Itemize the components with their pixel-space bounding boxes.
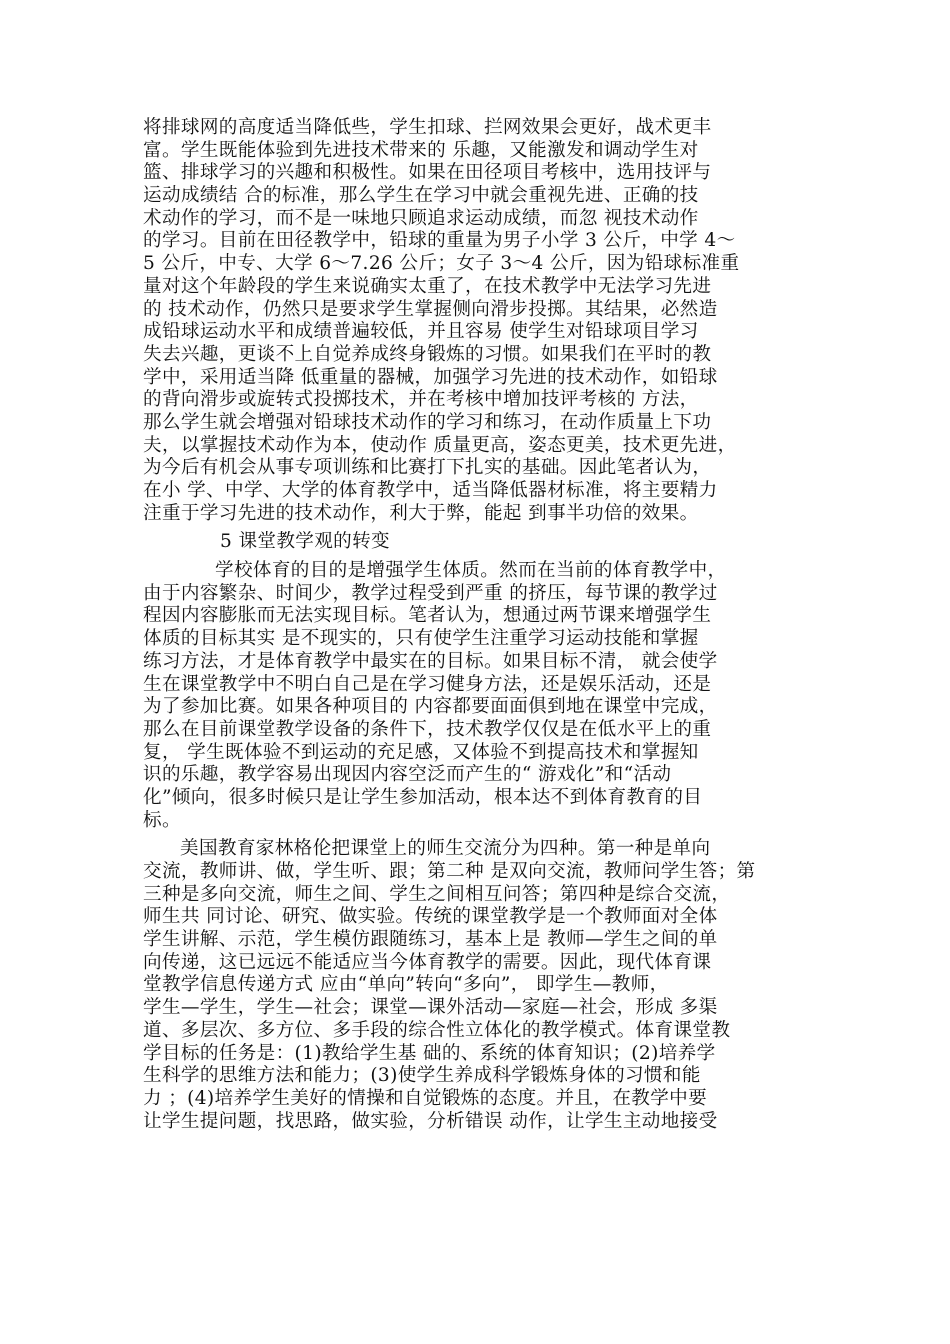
paragraph-equipment [143,117,815,525]
text-line: 向传递，这已远远不能适应当今体育教学的需要。因此，现代体育课 [143,951,712,973]
text-line: 道、多层次、多方位、多手段的综合性立体化的教学模式。体育课堂教 [143,1019,731,1041]
text-line: 学校体育的目的是增强学生体质。然而在当前的体育教学中， [215,560,727,582]
text-line: 5 公斤，中专、大学 6～7.26 公斤；女子 3～4 公斤，因为铅球标准重 [143,253,740,275]
text-line: 体质的目标其实 是不现实的，只有使学生注重学习运动技能和掌握 [143,628,699,650]
text-line: 交流，教师讲、做，学生听、跟；第二种 是双向交流，教师问学生答；第 [143,861,756,882]
text-line: 标。 [143,809,181,831]
text-line: 三种是多向交流，师生之间、学生之间相互问答；第四种是综合交流， [143,883,731,905]
text-line: 在小 学、中学、大学的体育教学中，适当降低器材标准，将主要精力 [143,480,718,501]
text-line: 由于内容繁杂、时间少，教学过程受到严重 的挤压，每节课的教学过 [143,582,718,604]
text-line: 运动成绩结 合的标准，那么学生在学习中就会重视先进、正确的技 [143,185,699,207]
text-line: 师生共 同讨论、研究、做实验。传统的课堂教学是一个教师面对全体 [143,906,718,928]
text-line: 生在课堂教学中不明白自己是在学习健身方法，还是娱乐活动，还是 [143,673,712,695]
section-heading: 5 课堂教学观的转变 [220,531,390,553]
text-line: 篮、排球学习的兴趣和积极性。如果在田径项目考核中，选用技评与 [143,162,712,184]
text-line: 学目标的任务是：(1)教给学生基 础的、系统的体育知识；(2)培养学 [143,1042,716,1064]
text-line: 练习方法，才是体育教学中最实在的目标。如果目标不清， 就会使学 [143,650,718,672]
text-line: 程因内容膨胀而无法实现目标。笔者认为，想通过两节课来增强学生 [143,605,712,627]
text-line: 为了参加比赛。如果各种项目的 内容都要面面俱到地在课堂中完成， [143,696,718,718]
text-line: 富。学生既能体验到先进技术带来的 乐趣，又能激发和调动学生对 [143,139,699,161]
text-line: 堂教学信息传递方式 应由“单向”转向“多向”， 即学生—教师， [143,974,669,996]
text-line: 的学习。目前在田径教学中，铅球的重量为男子小学 3 公斤，中学 4～ [143,230,736,252]
document-page [143,117,815,1133]
text-line: 的背向滑步或旋转式投掷技术，并在考核中增加技评考核的 方法， [143,389,699,411]
text-line: 量对这个年龄段的学生来说确实太重了，在技术教学中无法学习先进 [143,275,712,297]
text-line: 为今后有机会从事专项训练和比赛打下扎实的基础。因此笔者认为， [143,457,712,479]
text-line: 那么学生就会增强对铅球技术动作的学习和练习，在动作质量上下功 [143,411,712,433]
text-line: 那么在目前课堂教学设备的条件下，技术教学仅仅是在低水平上的重 [143,718,712,740]
text-line: 将排球网的高度适当降低些，学生扣球、拦网效果会更好，战术更丰 [143,117,712,138]
text-line: 识的乐趣，教学容易出现因内容空泛而产生的“ 游戏化”和“活动 [143,764,672,786]
text-line: 学生—学生，学生—社会；课堂—课外活动—家庭—社会，形成 多渠 [143,997,718,1019]
text-line: 让学生提问题，找思路，做实验，分析错误 动作，让学生主动地接受 [143,1110,718,1132]
text-line: 失去兴趣，更谈不上自觉养成终身锻炼的习惯。如果我们在平时的教 [143,343,712,365]
text-line: 学中，采用适当降 低重量的器械，加强学习先进的技术动作，如铅球 [143,366,718,388]
text-line: 美国教育家林格伦把课堂上的师生交流分为四种。第一种是单向 [180,838,711,860]
text-line: 力 ；(4)培养学生美好的情操和自觉锻炼的态度。并且，在教学中要 [143,1087,708,1109]
text-line: 注重于学习先进的技术动作，利大于弊，能起 到事半功倍的效果。 [143,502,699,524]
text-line: 的 技术动作，仍然只是要求学生掌握侧向滑步投掷。其结果，必然造 [143,298,718,320]
text-line: 夫，以掌握技术动作为本，使动作 质量更高，姿态更美，技术更先进， [143,434,737,456]
text-line: 化”倾向，很多时候只是让学生参加活动，根本达不到体育教育的目 [143,786,703,808]
text-line: 术动作的学习，而不是一味地只顾追求运动成绩，而忽 视技术动作 [143,207,699,229]
paragraph-classroom-goals [143,560,815,832]
text-line: 学生讲解、示范，学生模仿跟随练习，基本上是 教师—学生之间的单 [143,929,718,951]
text-line: 生科学的思维方法和能力；(3)使学生养成科学锻炼身体的习惯和能 [143,1065,701,1087]
text-line: 成铅球运动水平和成绩普遍较低，并且容易 使学生对铅球项目学习 [143,321,699,343]
text-line: 复， 学生既体验不到运动的充足感，又体验不到提高技术和掌握知 [143,741,699,763]
paragraph-teacher-student-exchange [143,838,815,1133]
